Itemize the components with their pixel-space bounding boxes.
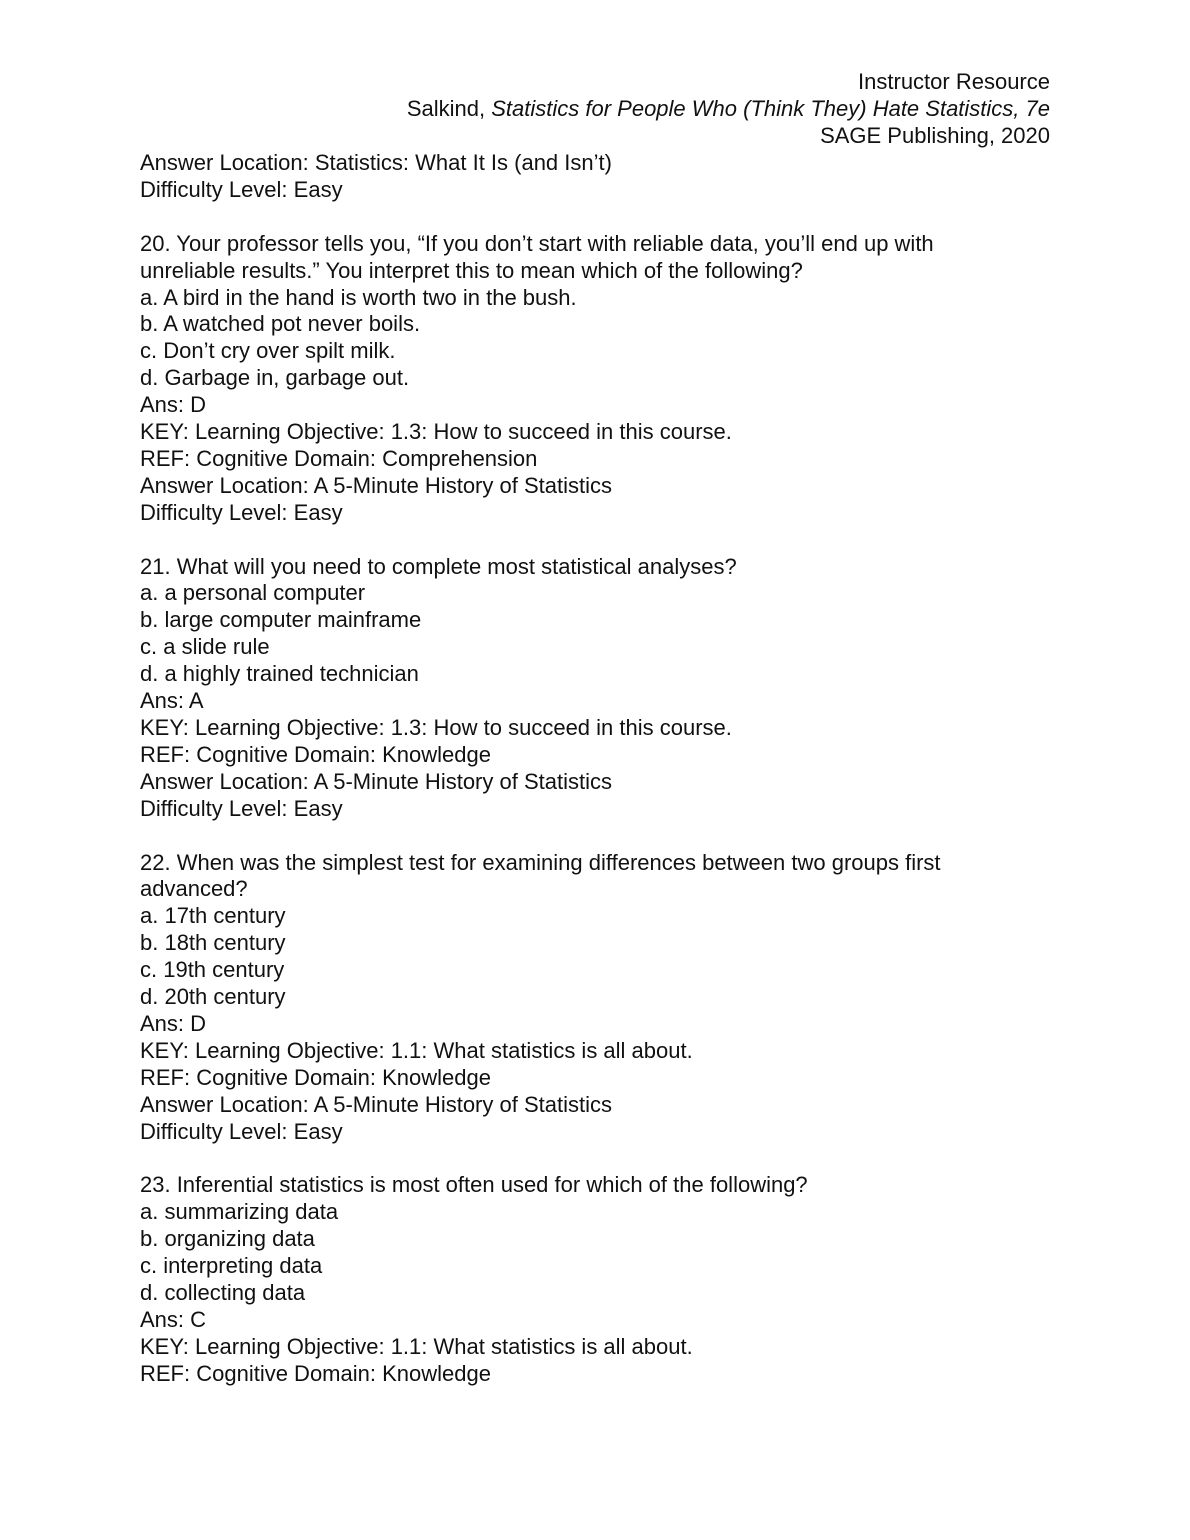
spacer xyxy=(140,1145,1050,1172)
question-20 xyxy=(140,231,1050,527)
question-text-continued: unreliable results.” You interpret this to mean which of the following? xyxy=(140,257,803,283)
option-c: c. interpreting data xyxy=(140,1253,323,1279)
option-a: a. 17th century xyxy=(140,903,286,929)
question-text: 23. Inferential statistics is most often used for which of the following? xyxy=(140,1172,808,1198)
option-b: b. large computer mainframe xyxy=(140,607,422,633)
question-23 xyxy=(140,1172,1050,1387)
answer-location: Answer Location: A 5-Minute History of Statistics xyxy=(140,768,612,794)
header-publisher: SAGE Publishing, 2020 xyxy=(820,122,1050,148)
question-text-continued: advanced? xyxy=(140,876,248,902)
key-learning-objective: KEY: Learning Objective: 1.3: How to succeed in this course. xyxy=(140,715,732,740)
answer-location: Answer Location: A 5-Minute History of Statistics xyxy=(140,1091,612,1117)
answer-location: Answer Location: Statistics: What It Is (and Isn’t) xyxy=(140,150,612,175)
option-b: b. A watched pot never boils. xyxy=(140,311,421,337)
ref-cognitive-domain: REF: Cognitive Domain: Knowledge xyxy=(140,1064,491,1090)
option-b: b. organizing data xyxy=(140,1226,315,1252)
option-d: d. collecting data xyxy=(140,1280,306,1305)
header-resource-label: Instructor Resource xyxy=(858,69,1050,94)
key-learning-objective: KEY: Learning Objective: 1.1: What statistics is all about. xyxy=(140,1333,693,1359)
option-b: b. 18th century xyxy=(140,930,286,956)
answer: Ans: C xyxy=(140,1306,207,1332)
question-text: 20. Your professor tells you, “If you don’t start with reliable data, you’ll end up with xyxy=(140,230,934,256)
ref-cognitive-domain: REF: Cognitive Domain: Knowledge xyxy=(140,741,491,767)
header-book-citation xyxy=(407,96,1050,123)
ref-cognitive-domain: REF: Cognitive Domain: Comprehension xyxy=(140,445,538,471)
question-21 xyxy=(140,554,1050,823)
answer: Ans: D xyxy=(140,1010,207,1036)
answer: Ans: D xyxy=(140,392,207,418)
option-c: c. Don’t cry over spilt milk. xyxy=(140,338,396,364)
option-d: d. 20th century xyxy=(140,984,286,1010)
option-d: d. Garbage in, garbage out. xyxy=(140,365,410,391)
answer: Ans: A xyxy=(140,688,204,714)
question-22 xyxy=(140,850,1050,1146)
difficulty-level: Difficulty Level: Easy xyxy=(140,795,343,821)
previous-question-tail xyxy=(140,150,1050,204)
key-learning-objective: KEY: Learning Objective: 1.3: How to succeed in this course. xyxy=(140,419,732,445)
question-text: 22. When was the simplest test for examining differences between two groups first xyxy=(140,849,941,875)
option-d: d. a highly trained technician xyxy=(140,661,419,687)
difficulty-level: Difficulty Level: Easy xyxy=(140,499,343,525)
answer-location: Answer Location: A 5-Minute History of Statistics xyxy=(140,472,612,498)
spacer xyxy=(140,527,1050,554)
option-a: a. a personal computer xyxy=(140,580,366,606)
header-author: Salkind, xyxy=(406,95,492,121)
option-c: c. a slide rule xyxy=(140,634,270,660)
document-body xyxy=(140,150,1050,1388)
difficulty-level: Difficulty Level: Easy xyxy=(140,1118,343,1144)
difficulty-level: Difficulty Level: Easy xyxy=(140,176,343,202)
option-c: c. 19th century xyxy=(140,957,285,983)
header-book-title: Statistics for People Who (Think They) Hate Statistics, 7e xyxy=(491,95,1050,121)
spacer xyxy=(140,204,1050,231)
ref-cognitive-domain: REF: Cognitive Domain: Knowledge xyxy=(140,1360,491,1386)
page-header xyxy=(407,69,1050,150)
option-a: a. A bird in the hand is worth two in the bush. xyxy=(140,284,577,310)
question-text: 21. What will you need to complete most statistical analyses? xyxy=(140,553,737,579)
key-learning-objective: KEY: Learning Objective: 1.1: What statistics is all about. xyxy=(140,1037,693,1063)
spacer xyxy=(140,823,1050,850)
option-a: a. summarizing data xyxy=(140,1199,339,1225)
